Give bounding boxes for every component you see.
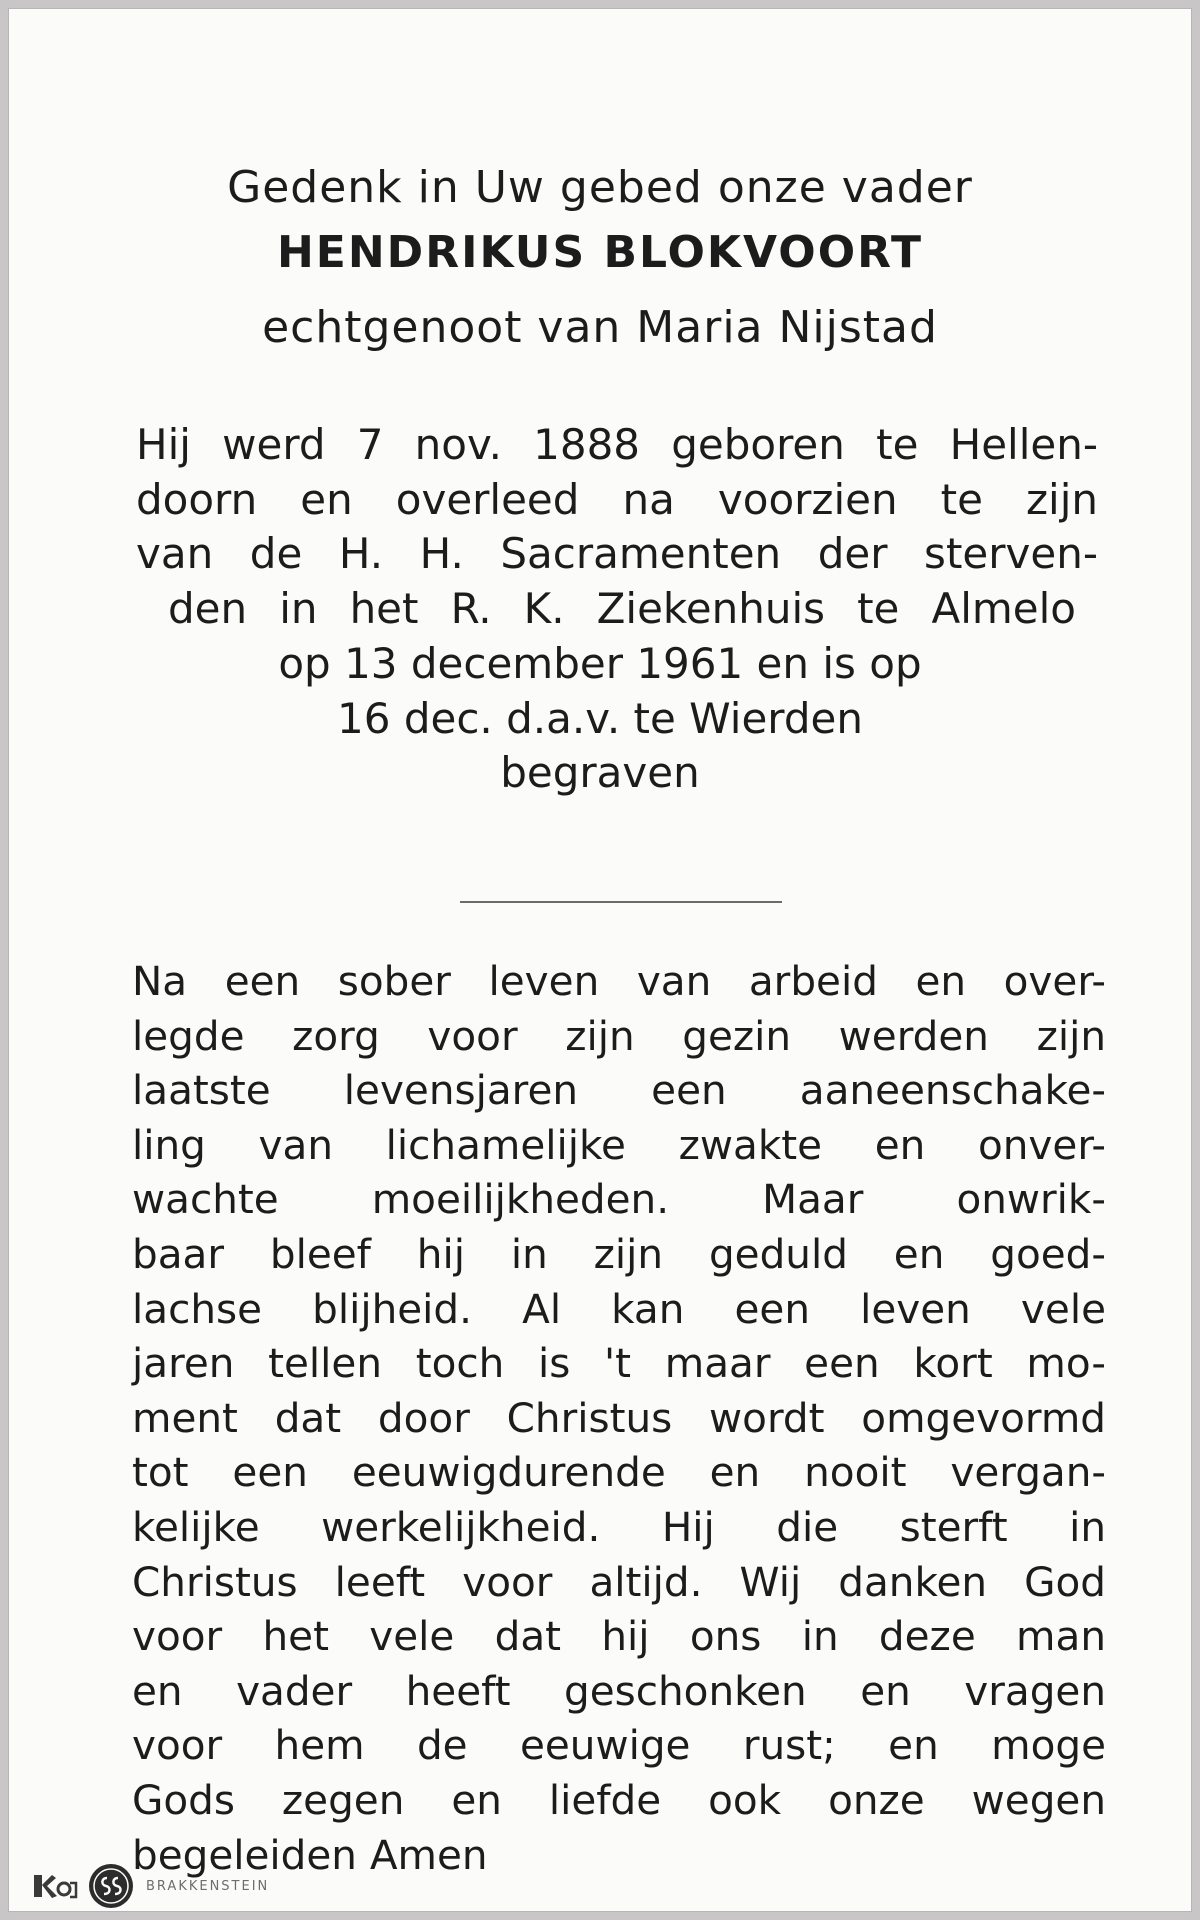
reflection-line: laatste levensjaren een aaneenschake- <box>132 1066 1106 1115</box>
reflection-line: Gods zegen en liefde ook onze wegen <box>132 1775 1106 1824</box>
reflection-line: voor het vele dat hij ons in deze man <box>132 1612 1106 1661</box>
reflection-line: voor hem de eeuwige rust; en moge <box>132 1721 1106 1770</box>
biography-line: van de H. H. Sacramenten der sterven- <box>136 529 1098 579</box>
biography-line: Hij werd 7 nov. 1888 geboren te Hellen- <box>136 420 1098 469</box>
biography <box>8 418 1192 801</box>
memorial-card <box>8 8 1192 1912</box>
biography-line: doorn en overleed na voorzien te zijn <box>136 474 1098 524</box>
printer-monogram-icon <box>30 1869 78 1903</box>
reflection-line: Christus leeft voor altijd. Wij danken God <box>132 1557 1106 1606</box>
reflection-line: jaren tellen toch is 't maar een kort mo- <box>132 1339 1106 1388</box>
ss-seal-icon <box>88 1863 134 1909</box>
biography-line: 16 dec. d.a.v. te Wierden <box>337 693 863 743</box>
reflection-line: ling van lichamelijke zwakte en onver- <box>132 1120 1106 1169</box>
reflection-line: en vader heeft geschonken en vragen <box>132 1666 1106 1715</box>
intro-line: Gedenk in Uw gebed onze vader <box>227 162 973 213</box>
biography-line: begraven <box>500 748 700 798</box>
reflection-text <box>132 954 1106 1882</box>
divider <box>460 901 782 903</box>
biography-line: den in het R. K. Ziekenhuis te Almelo <box>168 584 1076 634</box>
reflection-line: legde zorg voor zijn gezin werden zijn <box>132 1011 1106 1060</box>
spouse-line: echtgenoot van Maria Nijstad <box>262 302 938 353</box>
reflection-line: lachse blijheid. Al kan een leven vele <box>132 1284 1106 1333</box>
reflection-line: kelijke werkelijkheid. Hij die sterft in <box>132 1502 1106 1551</box>
reflection-line: wachte moeilijkheden. Maar onwrik- <box>132 1175 1106 1224</box>
reflection-line: Na een sober leven van arbeid en over- <box>132 957 1106 1005</box>
printer-name: BRAKKENSTEIN <box>146 1878 270 1894</box>
printer-footer <box>30 1866 269 1906</box>
biography-line: op 13 december 1961 en is op <box>278 638 922 688</box>
card-header <box>8 158 1192 368</box>
reflection-line: ment dat door Christus wordt omgevormd <box>132 1393 1106 1442</box>
reflection-line: begeleiden Amen <box>132 1830 488 1879</box>
reflection-line: baar bleef hij in zijn geduld en goed- <box>132 1229 1106 1278</box>
deceased-name: HENDRIKUS BLOKVOORT <box>276 227 924 278</box>
reflection-line: tot een eeuwigdurende en nooit vergan- <box>132 1448 1106 1497</box>
